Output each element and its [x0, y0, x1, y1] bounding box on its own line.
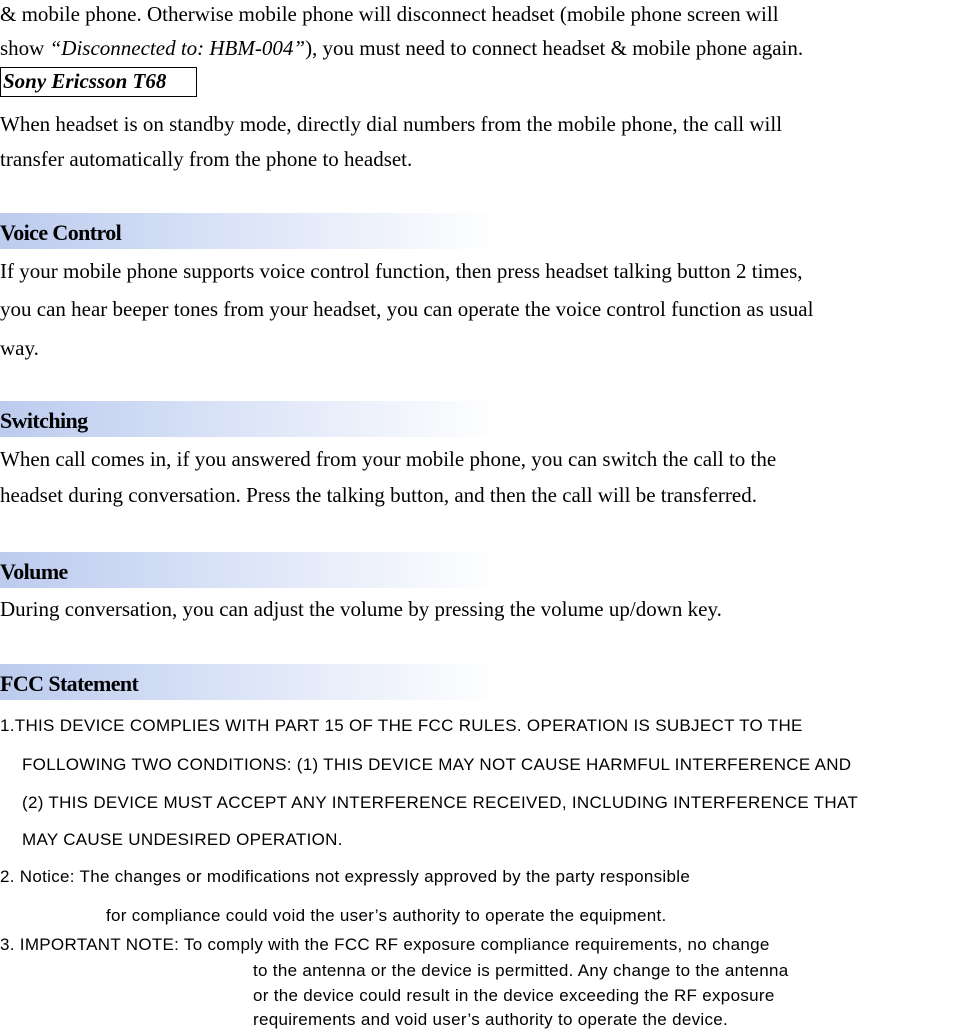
- switching-heading: Switching: [0, 401, 500, 437]
- intro-line-2-suffix: ), you must need to connect headset & mobile phone again.: [305, 36, 804, 60]
- fcc-item-2-line-1: 2. Notice: The changes or modifications not expressly approved by the party responsible: [0, 867, 691, 886]
- fcc-item-2-line-2: for compliance could void the user’s authority to operate the equipment.: [106, 906, 667, 925]
- intro-line-1: & mobile phone. Otherwise mobile phone will disconnect headset (mobile phone screen will: [0, 2, 779, 26]
- volume-heading: Volume: [0, 552, 500, 588]
- fcc-item-1-line-4: MAY CAUSE UNDESIRED OPERATION.: [22, 830, 343, 849]
- fcc-item-3-line-3: or the device could result in the device exceeding the RF exposure: [253, 986, 775, 1005]
- voice-control-line-2: you can hear beeper tones from your headset, you can operate the voice control function as usual: [0, 297, 814, 321]
- fcc-item-1-line-1: 1.THIS DEVICE COMPLIES WITH PART 15 OF THE FCC RULES. OPERATION IS SUBJECT TO THE: [0, 716, 803, 735]
- fcc-item-1-line-3: (2) THIS DEVICE MUST ACCEPT ANY INTERFERENCE RECEIVED, INCLUDING INTERFERENCE THAT: [22, 793, 859, 812]
- volume-line-1: During conversation, you can adjust the volume by pressing the volume up/down key.: [0, 597, 722, 621]
- voice-control-heading: Voice Control: [0, 213, 500, 249]
- intro-line-2-prefix: show: [0, 36, 50, 60]
- fcc-item-3-line-2: to the antenna or the device is permitted. Any change to the antenna: [253, 961, 789, 980]
- fcc-item-3-line-4: requirements and void user’s authority to operate the device.: [253, 1010, 729, 1029]
- sony-line-1: When headset is on standby mode, directly dial numbers from the mobile phone, the call will: [0, 112, 783, 136]
- disconnected-quote: “Disconnected to: HBM-004”: [49, 36, 306, 60]
- fcc-item-1-line-2: FOLLOWING TWO CONDITIONS: (1) THIS DEVICE MAY NOT CAUSE HARMFUL INTERFERENCE AND: [22, 755, 852, 774]
- fcc-item-3-line-1: 3. IMPORTANT NOTE: To comply with the FCC RF exposure compliance requirements, no change: [0, 935, 770, 954]
- switching-line-1: When call comes in, if you answered from your mobile phone, you can switch the call to the: [0, 447, 777, 471]
- intro-line-2: [0, 36, 803, 60]
- voice-control-line-1: If your mobile phone supports voice control function, then press headset talking button 2 times,: [0, 259, 803, 283]
- sony-line-2: transfer automatically from the phone to headset.: [0, 147, 413, 171]
- voice-control-line-3: way.: [0, 336, 39, 360]
- sony-ericsson-title: Sony Ericsson T68: [0, 67, 197, 97]
- fcc-heading: FCC Statement: [0, 664, 500, 700]
- switching-line-2: headset during conversation. Press the talking button, and then the call will be transferred.: [0, 483, 757, 507]
